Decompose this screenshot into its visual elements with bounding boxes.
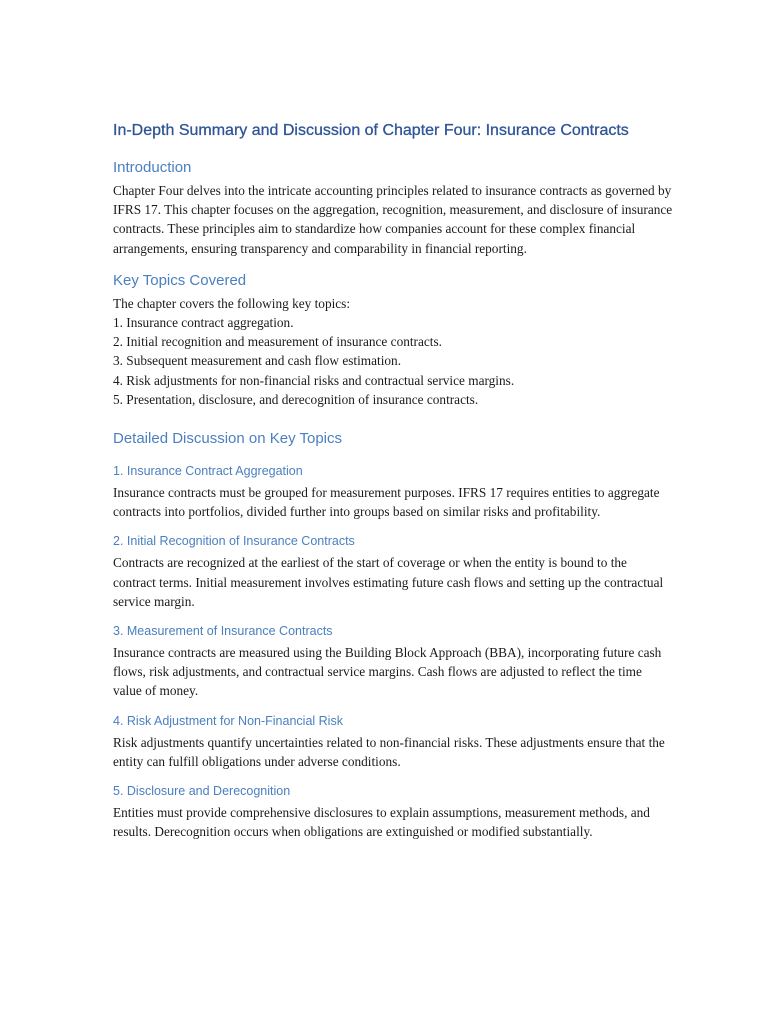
introduction-body: Chapter Four delves into the intricate accounting principles related to insurance contracts as governed by IFRS 17. This chapter focuses on the aggregation, recognition, measurement, and disclosure of insurance contracts. These principles aim to standardize how companies account for these complex financial arrangements, ensuring transparency and comparability in financial reporting. [113,183,673,256]
document-page [113,120,673,853]
subsection-aggregation [113,463,673,521]
subsection-body: Entities must provide comprehensive disclosures to explain assumptions, measurement methods, and results. Derecognition occurs when obligations are extinguished or modified substantially. [113,805,650,840]
introduction-section [113,158,673,258]
subsection-risk-adjustment [113,713,673,771]
key-topics-section [113,271,673,409]
subsection-measurement [113,623,673,701]
subsection-disclosure [113,783,673,841]
key-topics-intro: The chapter covers the following key topics: [113,295,351,311]
key-topic-item: 2. Initial recognition and measurement of insurance contracts. [113,334,442,350]
key-topic-item: 1. Insurance contract aggregation. [113,315,294,331]
subsection-body: Risk adjustments quantify uncertainties related to non-financial risks. These adjustments ensure that the entity can fulfill obligations under adverse conditions. [113,734,665,769]
introduction-heading: Introduction [113,159,192,176]
key-topic-item: 5. Presentation, disclosure, and derecognition of insurance contracts. [113,391,479,407]
subsection-heading: 1. Insurance Contract Aggregation [113,464,303,479]
subsection-heading: 4. Risk Adjustment for Non-Financial Risk [113,713,343,728]
document-title: In-Depth Summary and Discussion of Chapter Four: Insurance Contracts [113,122,629,139]
subsection-heading: 5. Disclosure and Derecognition [113,784,291,799]
subsection-body: Contracts are recognized at the earliest of the start of coverage or when the entity is bound to the contract terms. Initial measurement involves estimating future cash flows and setting up the contractual service margin. [113,555,664,609]
key-topic-item: 4. Risk adjustments for non-financial risks and contractual service margins. [113,372,515,388]
key-topic-item: 3. Subsequent measurement and cash flow estimation. [113,353,402,369]
subsection-body: Insurance contracts are measured using the Building Block Approach (BBA), incorporating future cash flows, risk adjustments, and contractual service margins. Cash flows are adjusted to reflect the time value of money. [113,645,662,699]
subsection-heading: 3. Measurement of Insurance Contracts [113,624,333,639]
subsection-body: Insurance contracts must be grouped for measurement purposes. IFRS 17 requires entities to aggregate contracts into portfolios, divided further into groups based on similar risks and profitability. [113,485,660,520]
subsection-initial-recognition [113,533,673,611]
detailed-discussion-heading: Detailed Discussion on Key Topics [113,430,343,448]
key-topics-heading: Key Topics Covered [113,271,247,289]
subsection-heading: 2. Initial Recognition of Insurance Contracts [113,534,355,549]
